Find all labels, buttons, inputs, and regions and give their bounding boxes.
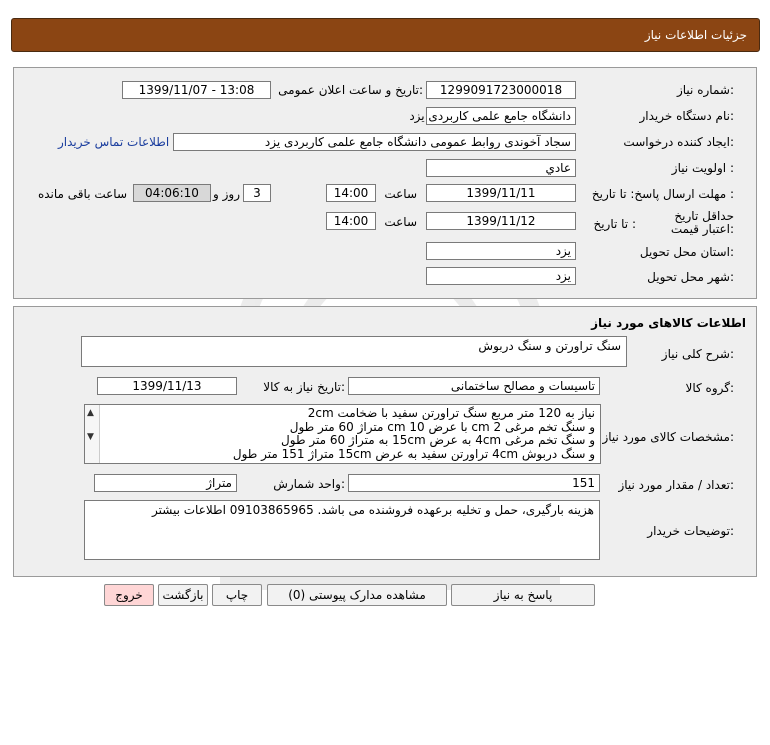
need-date-label: تاریخ نیاز به کالا: bbox=[263, 380, 345, 394]
respond-button[interactable]: پاسخ به نیاز bbox=[451, 584, 595, 606]
priority-label: اولویت نیاز : bbox=[671, 161, 734, 175]
validity-time-label: ساعت bbox=[384, 215, 417, 229]
scroll-up-icon[interactable]: ▲ bbox=[87, 408, 94, 418]
exit-button[interactable]: خروج bbox=[104, 584, 154, 606]
scroll-down-icon[interactable]: ▼ bbox=[87, 432, 94, 442]
priority-field: عادي bbox=[426, 159, 576, 177]
validity-label: حداقل تاریخ اعتبار قیمت: bbox=[670, 209, 734, 236]
specs-line: نیاز به 120 متر مربع سنگ تراورتن سفید با ضخامت 2cm bbox=[307, 406, 595, 420]
validity-until-label: تا تاریخ : bbox=[593, 217, 636, 231]
announce-field: 1399/11/07 - 13:08 bbox=[122, 81, 271, 99]
deadline-date-field: 1399/11/11 bbox=[426, 184, 576, 202]
need-number-field: 1299091723000018 bbox=[426, 81, 576, 99]
group-label: گروه کالا: bbox=[685, 381, 734, 395]
need-number-label: شماره نیاز: bbox=[676, 83, 734, 97]
unit-label: واحد شمارش: bbox=[273, 477, 345, 491]
print-button[interactable]: چاپ bbox=[212, 584, 262, 606]
summary-field: سنگ تراورتن و سنگ دربوش bbox=[81, 336, 627, 367]
province-label: استان محل تحویل: bbox=[639, 245, 734, 259]
goods-section-title: اطلاعات کالاهای مورد نیاز bbox=[591, 316, 746, 330]
group-field: تاسیسات و مصالح ساختمانی bbox=[348, 377, 600, 395]
buyer-org-label: نام دستگاه خریدار: bbox=[639, 109, 734, 123]
city-field: یزد bbox=[426, 267, 576, 285]
deadline-time-label: ساعت bbox=[384, 187, 417, 201]
back-button[interactable]: بازگشت bbox=[158, 584, 208, 606]
specs-field bbox=[84, 404, 601, 464]
province-field: یزد bbox=[426, 242, 576, 260]
validity-date-field: 1399/11/12 bbox=[426, 212, 576, 230]
remaining-time-field: 04:06:10 bbox=[133, 184, 211, 202]
specs-line: و سنگ تخم مرغی 4cm به عرض 15cm به متراژ 60 متر طول bbox=[281, 433, 595, 447]
buyer-notes-field: هزینه بارگیری، حمل و تخلیه برعهده فروشنده می باشد. 09103865965 اطلاعات بیشتر bbox=[84, 500, 600, 560]
buyer-org-field: دانشگاه جامع علمی کاربردی یزد bbox=[426, 107, 576, 125]
specs-line: و سنگ دربوش 4cm تراورتن سفید به عرض 15cm متراژ 151 متر طول bbox=[232, 446, 595, 461]
days-label: روز و bbox=[213, 187, 240, 201]
specs-label: مشخصات کالای مورد نیاز: bbox=[602, 430, 734, 444]
view-docs-button[interactable]: مشاهده مدارک پیوستی (0) bbox=[267, 584, 447, 606]
requester-field: سجاد آخوندی روابط عمومی دانشگاه جامع علمی کاربردی یزد bbox=[173, 133, 576, 151]
buyer-notes-label: توضیحات خریدار: bbox=[647, 524, 734, 538]
buyer-contact-link[interactable]: اطلاعات تماس خریدار bbox=[58, 135, 170, 149]
remaining-label: ساعت باقی مانده bbox=[37, 187, 127, 201]
specs-line: و سنگ تخم مرغی 2 cm با عرض 10 cm متراژ 60 متر طول bbox=[289, 419, 595, 434]
unit-field: متراژ bbox=[94, 474, 237, 492]
need-date-field: 1399/11/13 bbox=[97, 377, 237, 395]
city-label: شهر محل تحویل: bbox=[647, 270, 734, 284]
validity-time-field: 14:00 bbox=[326, 212, 376, 230]
days-field: 3 bbox=[243, 184, 271, 202]
deadline-label: مهلت ارسال پاسخ: تا تاریخ : bbox=[591, 187, 734, 201]
announce-label: تاریخ و ساعت اعلان عمومی: bbox=[278, 83, 423, 97]
summary-label: شرح کلی نیاز: bbox=[661, 347, 734, 361]
qty-field: 151 bbox=[348, 474, 600, 492]
deadline-time-field: 14:00 bbox=[326, 184, 376, 202]
page-title: جزئیات اطلاعات نیاز bbox=[644, 28, 747, 42]
requester-label: ایجاد کننده درخواست: bbox=[623, 135, 734, 149]
qty-label: تعداد / مقدار مورد نیاز: bbox=[618, 478, 734, 492]
page-header bbox=[11, 18, 760, 52]
specs-scrollbar[interactable] bbox=[85, 405, 100, 463]
need-info-panel bbox=[13, 67, 757, 299]
